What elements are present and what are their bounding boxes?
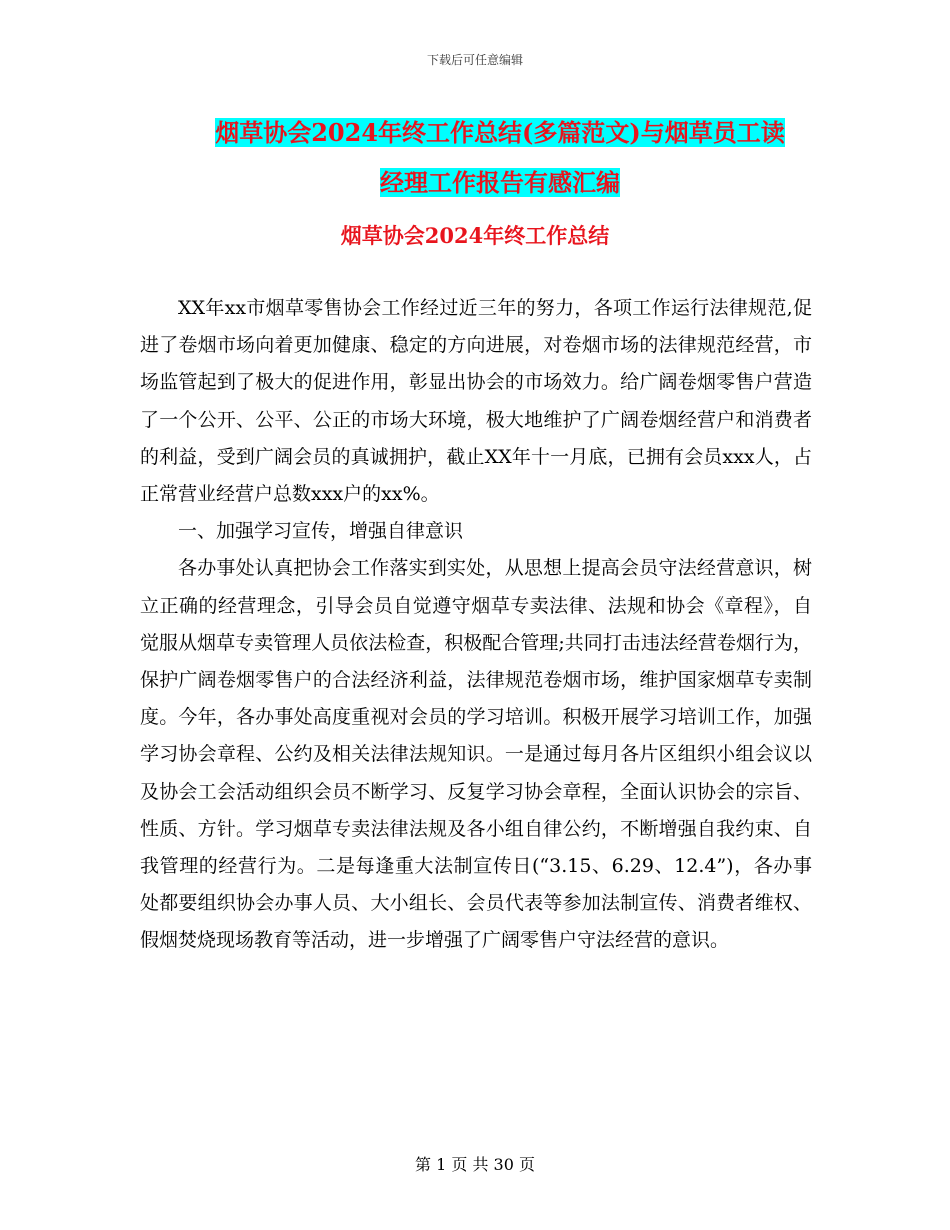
document-title bbox=[140, 108, 860, 208]
page-header-note: 下载后可任意编辑 bbox=[426, 53, 523, 67]
document-title-line-2: 经理工作报告有感汇编 bbox=[380, 168, 620, 197]
paragraph-heading-1: 一、加强学习宣传，增强自律意识 bbox=[178, 520, 464, 543]
page-number-footer: 第 1 页 共 30 页 bbox=[415, 1155, 535, 1174]
section-title: 烟草协会2024年终工作总结 bbox=[340, 223, 610, 248]
document-title-line-1: 烟草协会2024年终工作总结(多篇范文)与烟草员工读 bbox=[215, 118, 785, 147]
document-body bbox=[140, 290, 812, 960]
paragraph-study-publicity: 各办事处认真把协会工作落实到实处，从思想上提高会员守法经营意识，树立正确的经营理念，引导会员自觉遵守烟草专卖法律、法规和协会《章程》，自觉服从烟草专卖管理人员依法检查，积极配合管理;共同打击违法经营卷烟行为，保护广阔卷烟零售户的合法经济利益，法律规范卷烟市场，维护国家烟草专卖制度。今年，各办事处高度重视对会员的学习培训。积极开展学习培训工作，加强学习协会章程、公约及相关法律法规知识。一是通过每月各片区组织小组会议以及协会工会活动组织会员不断学习、反复学习协会章程，全面认识协会的宗旨、性质、方针。学习烟草专卖法律法规及各小组自律公约，不断增强自我约束、自我管理的经营行为。二是每逢重大法制宣传日(“3.15、6.29、12.4”)，各办事处都要组织协会办事人员、大小组长、会员代表等参加法制宣传、消费者维权、假烟焚烧现场教育等活动，进一步增强了广阔零售户守法经营的意识。 bbox=[140, 557, 812, 952]
paragraph-intro: XX年xx市烟草零售协会工作经过近三年的努力，各项工作运行法律规范,促进了卷烟市场向着更加健康、稳定的方向进展，对卷烟市场的法律规范经营，市场监管起到了极大的促进作用，彰显出协会的市场效力。给广阔卷烟零售户营造了一个公开、公平、公正的市场大环境，极大地维护了广阔卷烟经营户和消费者的利益，受到广阔会员的真诚拥护，截止XX年十一月底，已拥有会员xxx人，占正常营业经营户总数xxx户的xx%。 bbox=[140, 297, 812, 506]
